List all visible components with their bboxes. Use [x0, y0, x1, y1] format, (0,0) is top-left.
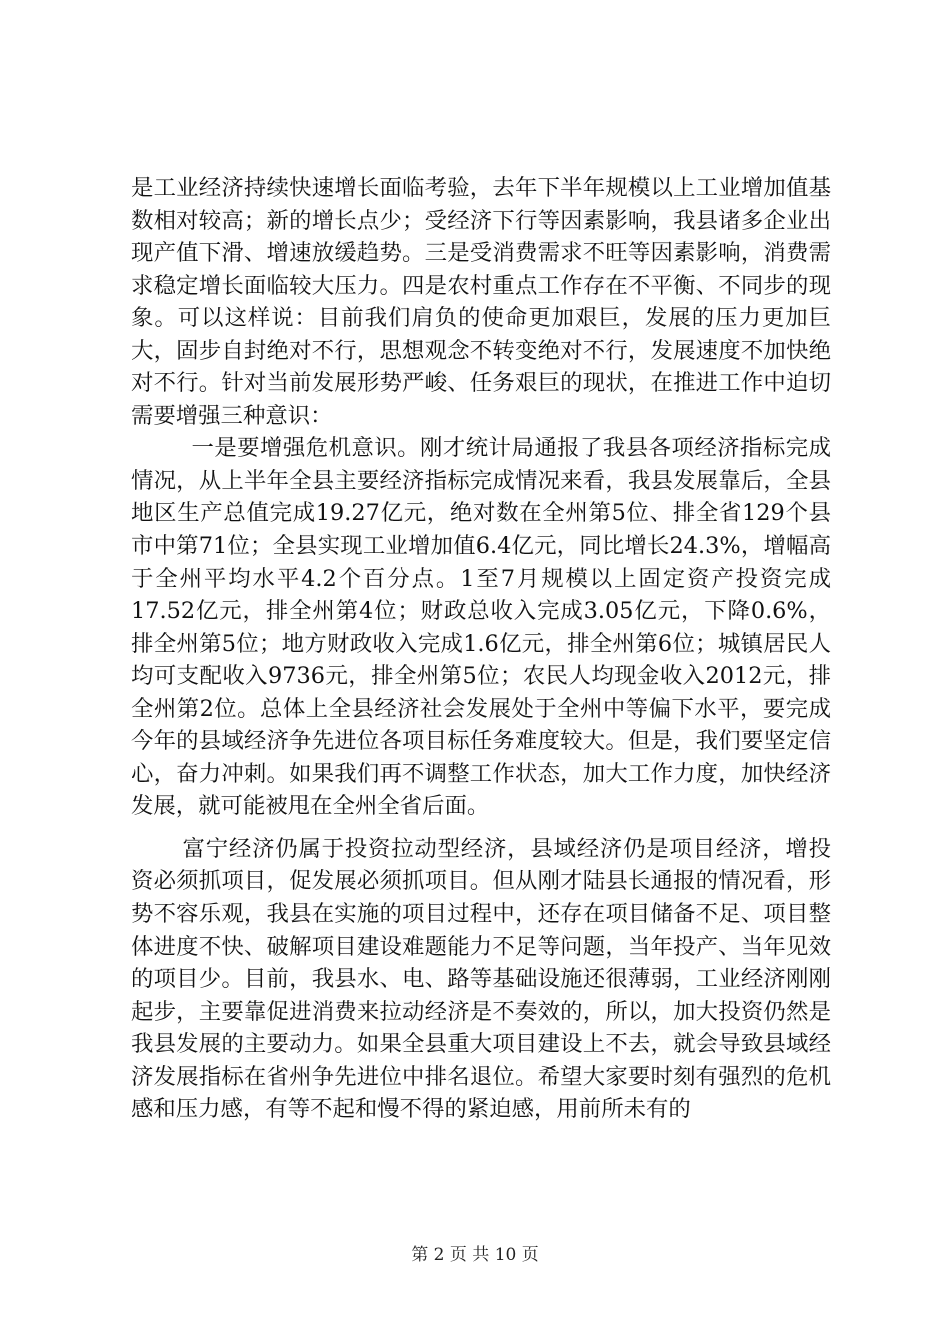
paragraph-investment: 富宁经济仍属于投资拉动型经济，县域经济仍是项目经济，增投资必须抓项目，促发展必须抓项目。但从刚才陆县长通报的情况看，形势不容乐观，我县在实施的项目过程中，还存在项目储备不足、项目整体进度不快、破解项目建设难题能力不足等问题，当年投产、当年见效的项目少。目前，我县水、电、路等基础设施还很薄弱，工业经济刚刚起步，主要靠促进消费来拉动经济是不奏效的，所以，加大投资仍然是我县发展的主要动力。如果全县重大项目建设上不去，就会导致县域经济发展指标在省州争先进位中排名退位。希望大家要时刻有强烈的危机感和压力感，有等不起和慢不得的紧迫感，用前所未有的	[131, 835, 831, 1123]
paragraph-crisis-awareness: 一是要增强危机意识。刚才统计局通报了我县各项经济指标完成情况，从上半年全县主要经济指标完成情况来看，我县发展靠后，全县地区生产总值完成19.27亿元，绝对数在全州第5位、排全省129个县市中第71位；全县实现工业增加值6.4亿元，同比增长24.3%，增幅高于全州平均水平4.2个百分点。1至7月规模以上固定资产投资完成17.52亿元，排全州第4位；财政总收入完成3.05亿元，下降0.6%，排全州第5位；地方财政收入完成1.6亿元，排全州第6位；城镇居民人均可支配收入9736元，排全州第5位；农民人均现金收入2012元，排全州第2位。总体上全县经济社会发展处于全州中等偏下水平，要完成今年的县域经济争先进位各项目标任务难度较大。但是，我们要坚定信心，奋力冲刺。如果我们再不调整工作状态，加大工作力度，加快经济发展，就可能被甩在全州全省后面。	[131, 435, 831, 820]
page-footer: 第 2 页 共 10 页	[411, 1245, 539, 1265]
paragraph-continuation: 是工业经济持续快速增长面临考验，去年下半年规模以上工业增加值基数相对较高；新的增长点少；受经济下行等因素影响，我县诸多企业出现产值下滑、增速放缓趋势。三是受消费需求不旺等因素影响，消费需求稳定增长面临较大压力。四是农村重点工作存在不平衡、不同步的现象。可以这样说：目前我们肩负的使命更加艰巨，发展的压力更加巨大，固步自封绝对不行，思想观念不转变绝对不行，发展速度不加快绝对不行。针对当前发展形势严峻、任务艰巨的现状，在推进工作中迫切需要增强三种意识：	[131, 175, 831, 429]
body-text	[131, 172, 831, 1126]
